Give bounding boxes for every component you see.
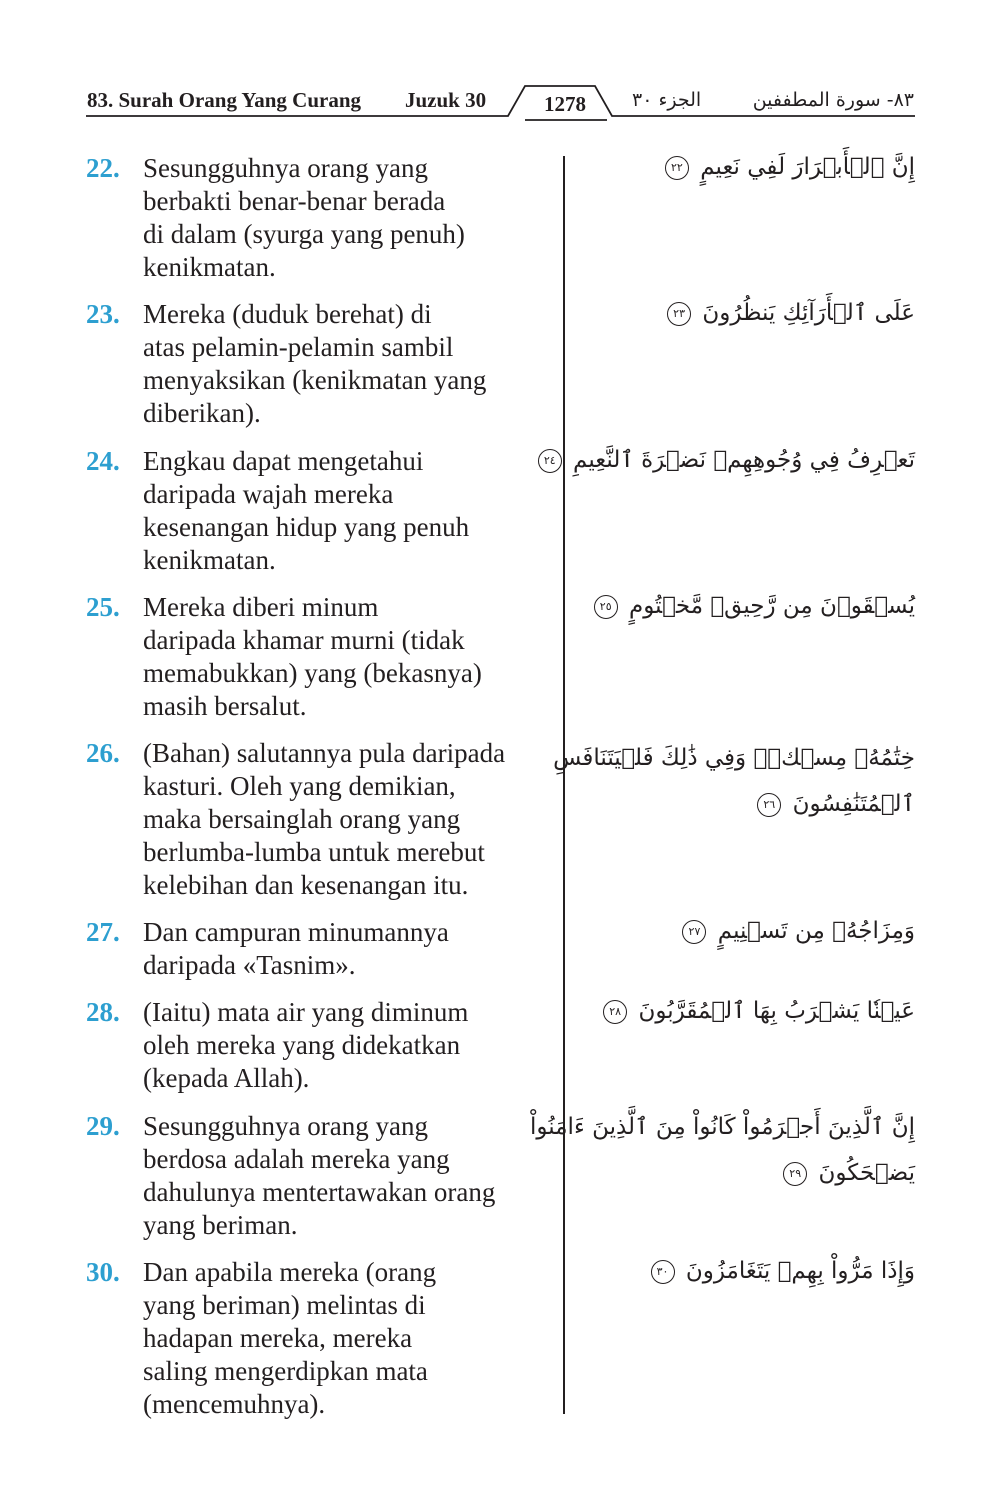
arabic-line: عَيۡنٗا يَشۡرَبُ بِهَا ٱلۡمُقَرَّبُونَ xyxy=(638,998,915,1024)
ayah-end-marker-icon: ٣٠ xyxy=(651,1260,675,1284)
translation-line: Sesungguhnya orang yang xyxy=(143,1111,428,1141)
translation-line: menyaksikan (kenikmatan yang xyxy=(143,365,487,395)
translation-line: kenikmatan. xyxy=(143,252,276,282)
verse-number: 24. xyxy=(86,446,120,476)
verse-number: 23. xyxy=(86,299,120,329)
verse-arabic xyxy=(600,908,915,954)
arabic-line: إِنَّ ٱلۡأَبۡرَارَ لَفِي نَعِيمٍ xyxy=(700,154,915,180)
translation-line: oleh mereka yang didekatkan xyxy=(143,1030,461,1060)
juz-label-arabic: الجزء ٣٠ xyxy=(632,89,702,111)
translation-line: Mereka (duduk berehat) di xyxy=(143,299,432,329)
translation-line: berdosa adalah mereka yang xyxy=(143,1144,450,1174)
verse-number: 30. xyxy=(86,1257,120,1287)
arabic-line: خِتَٰمُهُۥ مِسۡكٞۚ وَفِي ذَٰلِكَ فَلۡيَتَنَافَسِ xyxy=(553,745,915,771)
ayah-end-marker-icon: ٢٨ xyxy=(603,1000,627,1024)
translation-line: hadapan mereka, mereka xyxy=(143,1323,413,1353)
translation-line: dahulunya mentertawakan orang xyxy=(143,1177,496,1207)
verse-number: 22. xyxy=(86,153,120,183)
translation-line: masih bersalut. xyxy=(143,691,307,721)
verse-number: 28. xyxy=(86,997,120,1027)
translation-line: daripada wajah mereka xyxy=(143,479,394,509)
translation-line: kesenangan hidup yang penuh xyxy=(143,512,470,542)
translation-line: saling mengerdipkan mata xyxy=(143,1356,428,1386)
arabic-line: وَمِزَاجُهُۥ مِن تَسۡنِيمٍ xyxy=(717,918,915,944)
ayah-end-marker-icon: ٢٧ xyxy=(682,920,706,944)
ayah-end-marker-icon: ٢٩ xyxy=(783,1162,807,1186)
arabic-line: ٱلۡمُتَنَٰفِسُونَ xyxy=(792,791,915,817)
translation-line: yang beriman. xyxy=(143,1210,298,1240)
translation-line: daripada «Tasnim». xyxy=(143,950,356,980)
translation-line: Mereka diberi minum xyxy=(143,592,379,622)
translation-line: (Iaitu) mata air yang diminum xyxy=(143,997,469,1027)
surah-title-latin: 83. Surah Orang Yang Curang xyxy=(87,88,362,112)
verse-arabic xyxy=(543,437,915,483)
translation-line: Dan apabila mereka (orang xyxy=(143,1257,437,1287)
translation-line: kenikmatan. xyxy=(143,545,276,575)
verse-translation xyxy=(143,737,558,902)
verse-arabic xyxy=(530,1104,915,1196)
translation-line: maka bersainglah orang yang xyxy=(143,804,461,834)
translation-line: diberikan). xyxy=(143,398,261,428)
arabic-line: يَضۡحَكُونَ xyxy=(818,1160,915,1186)
arabic-line: عَلَى ٱلۡأَرَآئِكِ يَنظُرُونَ xyxy=(702,300,915,326)
ayah-end-marker-icon: ٢٢ xyxy=(665,156,689,180)
verse-translation xyxy=(143,445,558,577)
verse-arabic xyxy=(553,735,915,827)
arabic-line: إِنَّ ٱلَّذِينَ أَجۡرَمُواْ كَانُواْ مِنَ ٱلَّذِينَ ءَامَنُواْ xyxy=(530,1114,915,1140)
translation-line: (kepada Allah). xyxy=(143,1063,310,1093)
arabic-line: تَعۡرِفُ فِي وُجُوهِهِمۡ نَضۡرَةَ ٱلنَّعِيمِ xyxy=(573,447,915,473)
verse-translation xyxy=(143,1256,558,1421)
verse-number: 27. xyxy=(86,917,120,947)
arabic-line: وَإِذَا مَرُّواْ بِهِمۡ يَتَغَامَزُونَ xyxy=(685,1258,915,1284)
translation-line: daripada khamar murni (tidak xyxy=(143,625,465,655)
translation-line: di dalam (syurga yang penuh) xyxy=(143,219,465,249)
verse-arabic xyxy=(600,988,915,1034)
verse-translation xyxy=(143,152,558,284)
translation-line: berbakti benar-benar berada xyxy=(143,186,446,216)
translation-line: Sesungguhnya orang yang xyxy=(143,153,428,183)
ayah-end-marker-icon: ٢٥ xyxy=(594,595,618,619)
ayah-end-marker-icon: ٢٣ xyxy=(667,302,691,326)
translation-line: yang beriman) melintas di xyxy=(143,1290,426,1320)
verse-arabic xyxy=(600,144,915,190)
verse-arabic xyxy=(600,290,915,336)
translation-line: (mencemuhnya). xyxy=(143,1389,326,1419)
arabic-line: يُسۡقَوۡنَ مِن رَّحِيقٖ مَّخۡتُومٍ xyxy=(629,593,915,619)
verse-translation xyxy=(143,1110,558,1242)
translation-line: Engkau dapat mengetahui xyxy=(143,446,424,476)
translation-line: atas pelamin-pelamin sambil xyxy=(143,332,454,362)
page-number: 1278 xyxy=(544,92,586,116)
surah-title-arabic: ٨٣- سورة المطففين xyxy=(752,89,914,111)
verse-arabic xyxy=(600,583,915,629)
header-rule xyxy=(0,0,1000,130)
translation-line: berlumba-lumba untuk merebut xyxy=(143,837,485,867)
translation-line: Dan campuran minumannya xyxy=(143,917,449,947)
ayah-end-marker-icon: ٢٤ xyxy=(538,449,562,473)
verse-translation xyxy=(143,591,558,723)
verse-number: 26. xyxy=(86,738,120,768)
verse-translation xyxy=(143,996,558,1095)
verse-arabic xyxy=(600,1248,915,1294)
translation-line: kasturi. Oleh yang demikian, xyxy=(143,771,456,801)
verse-number: 25. xyxy=(86,592,120,622)
ayah-end-marker-icon: ٢٦ xyxy=(757,793,781,817)
verse-number: 29. xyxy=(86,1111,120,1141)
verse-translation xyxy=(143,298,558,430)
juz-label-latin: Juzuk 30 xyxy=(405,88,487,112)
translation-line: (Bahan) salutannya pula daripada xyxy=(143,738,506,768)
translation-line: memabukkan) yang (bekasnya) xyxy=(143,658,482,688)
page-header xyxy=(0,0,1000,130)
translation-line: kelebihan dan kesenangan itu. xyxy=(143,870,469,900)
column-divider xyxy=(563,156,565,1414)
verse-translation xyxy=(143,916,558,982)
